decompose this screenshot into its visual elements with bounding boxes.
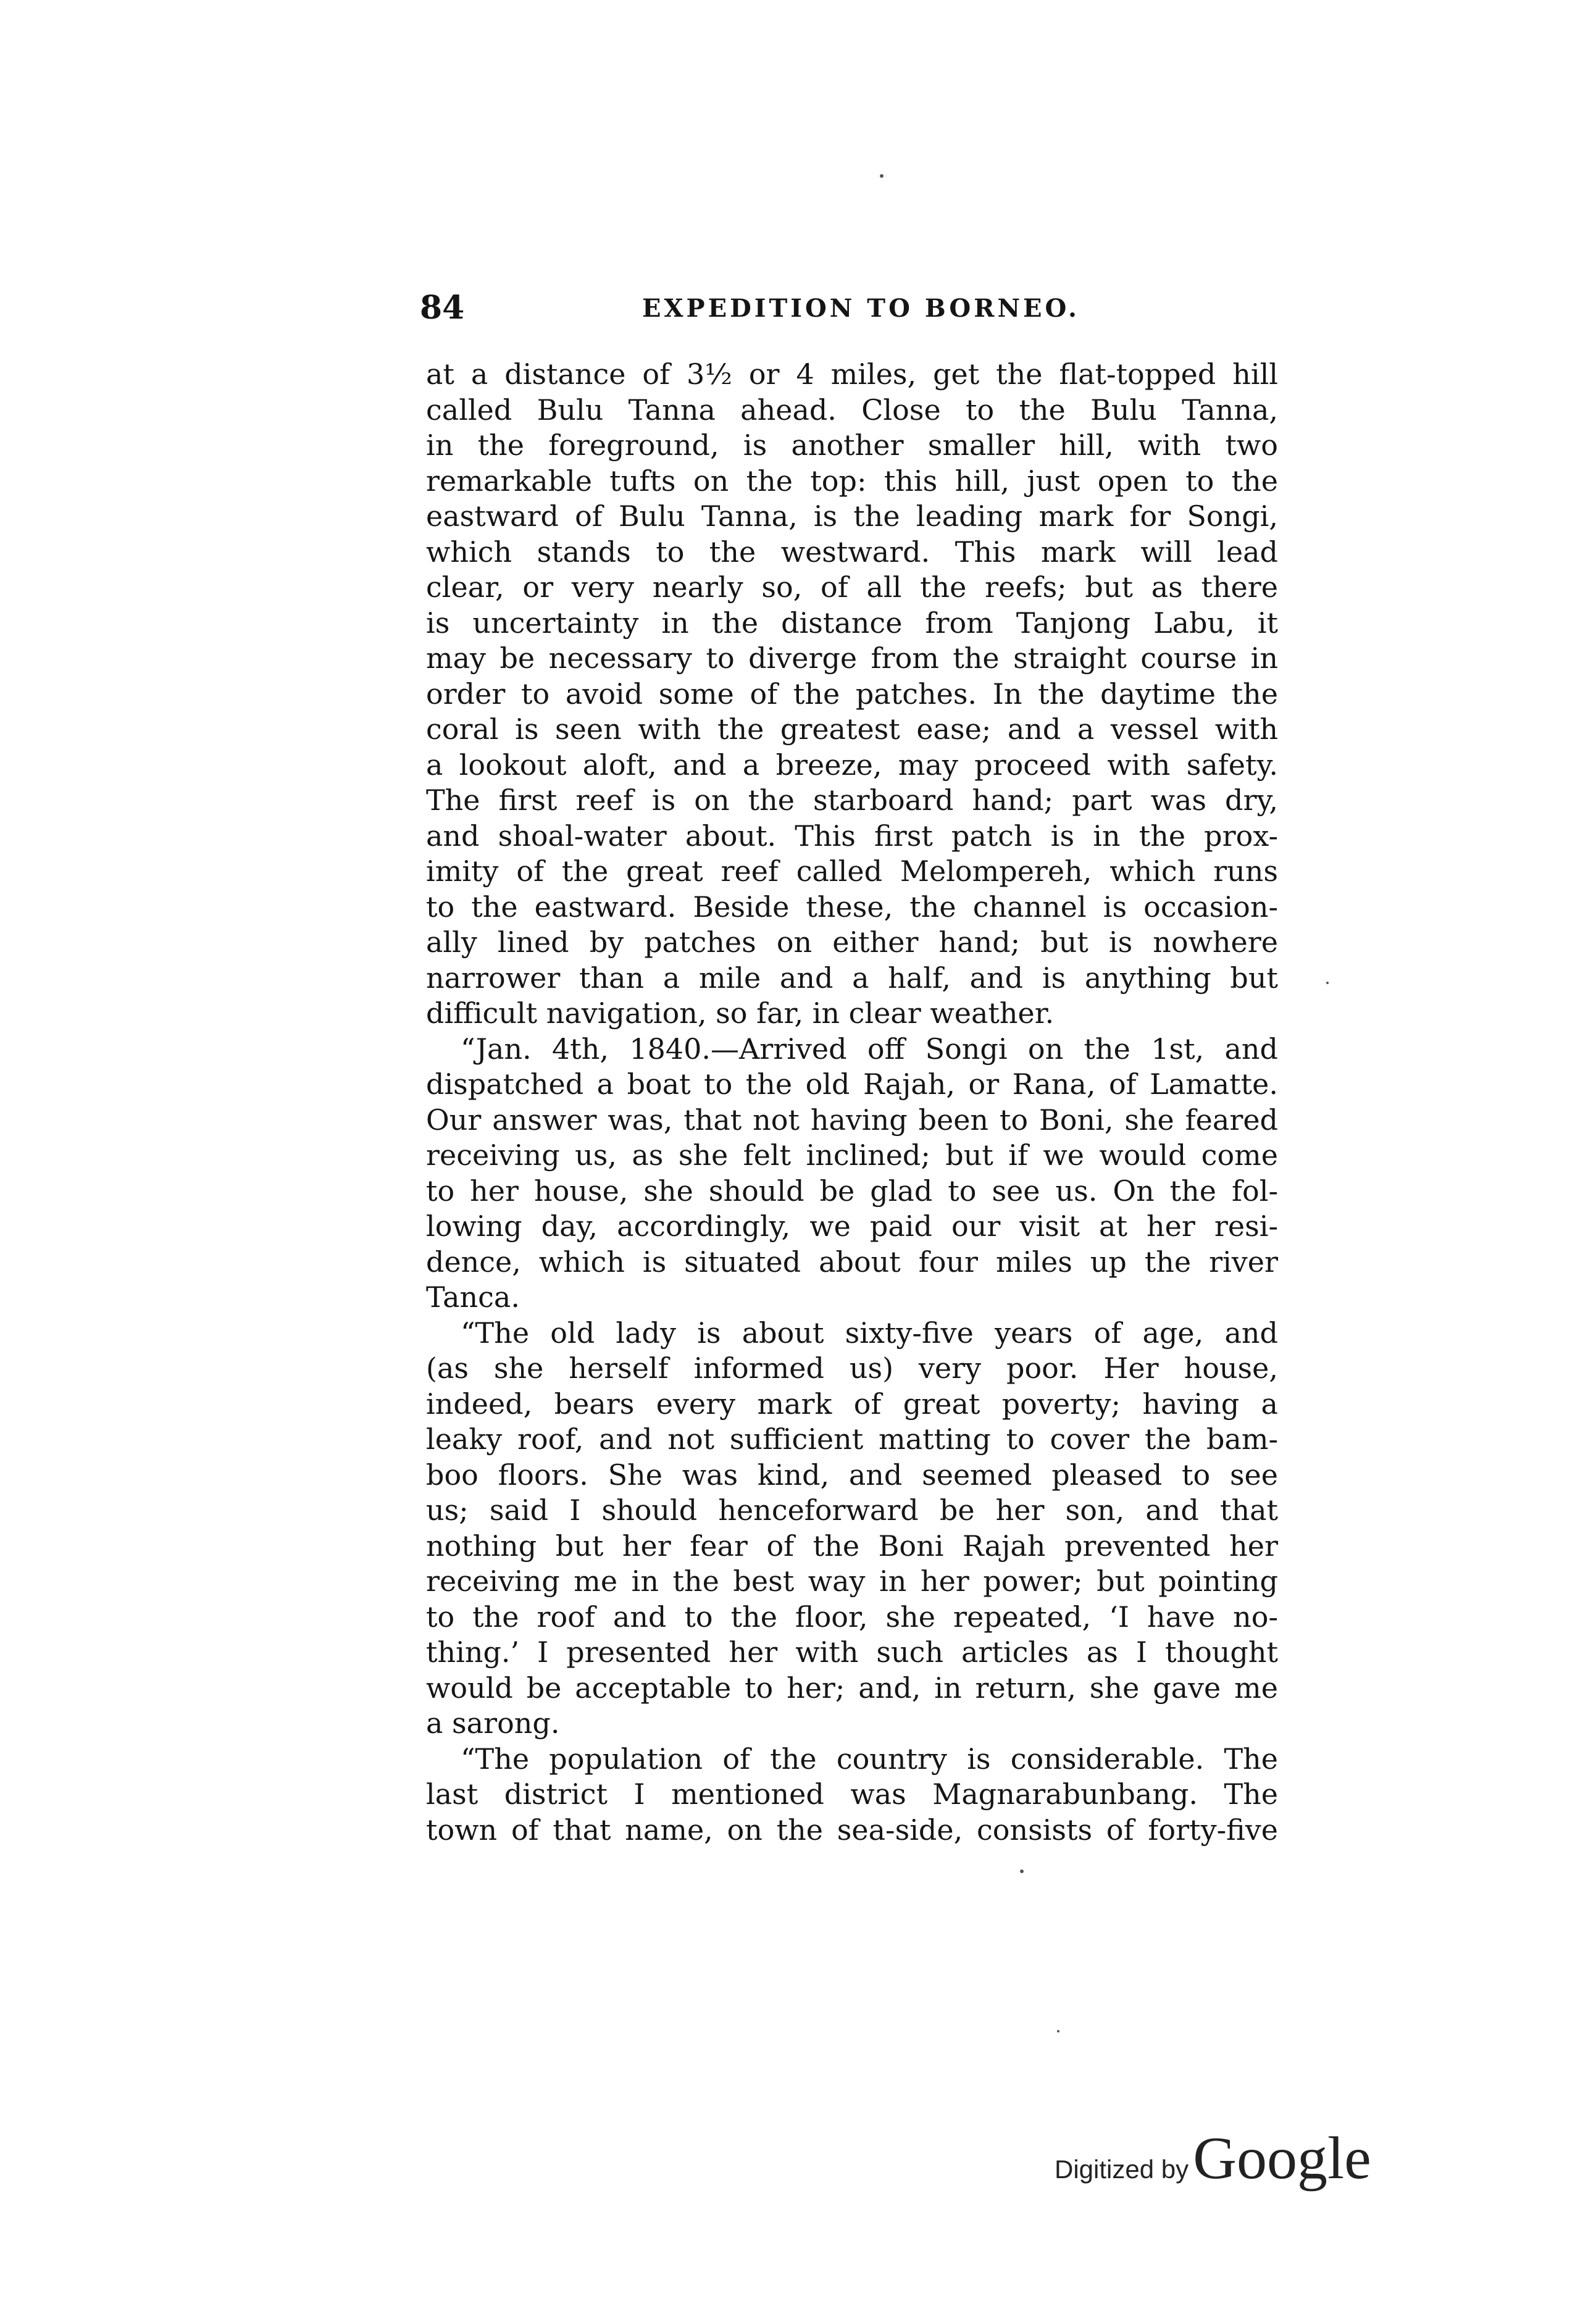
paragraph-start-line: “The population of the country is considerable. The: [461, 1742, 1278, 1776]
paragraph-end-line: a sarong.: [426, 1706, 560, 1740]
text-line: is uncertainty in the distance from Tanjong Labu, it: [426, 606, 1278, 640]
text-line: thing.’ I presented her with such articles as I thought: [426, 1635, 1278, 1669]
digitized-by-label: Digitized by: [1055, 2155, 1189, 2184]
scan-speck: [880, 174, 884, 178]
text-line: to her house, she should be glad to see us. On the fol-: [426, 1174, 1278, 1208]
text-line: nothing but her fear of the Boni Rajah prevented her: [426, 1529, 1278, 1563]
scan-speck: [1057, 2030, 1059, 2032]
text-line: last district I mentioned was Magnarabunbang. The: [426, 1777, 1278, 1811]
text-line: town of that name, on the sea-side, consists of forty-five: [426, 1813, 1278, 1847]
paragraph-start-line: “Jan. 4th, 1840.—Arrived off Songi on the 1st, and: [461, 1032, 1278, 1066]
paragraph-end-line: difficult navigation, so far, in clear weather.: [426, 996, 1055, 1030]
text-line: coral is seen with the greatest ease; and a vessel with: [426, 712, 1278, 746]
text-line: called Bulu Tanna ahead. Close to the Bulu Tanna,: [426, 393, 1278, 427]
page-header: [420, 289, 1272, 332]
text-line: a lookout aloft, and a breeze, may proceed with safety.: [426, 748, 1278, 782]
text-line: imity of the great reef called Melompereh, which runs: [426, 854, 1278, 888]
paragraph-start-line: “The old lady is about sixty-five years of age, and: [461, 1316, 1278, 1350]
text-line: boo floors. She was kind, and seemed pleased to see: [426, 1458, 1278, 1492]
text-line: which stands to the westward. This mark will lead: [426, 535, 1278, 569]
text-line: may be necessary to diverge from the straight course in: [426, 641, 1278, 675]
text-line: dispatched a boat to the old Rajah, or Rana, of Lamatte.: [426, 1067, 1278, 1101]
scan-speck: [1326, 982, 1329, 984]
text-line: to the eastward. Beside these, the channel is occasion-: [426, 890, 1278, 924]
text-line: (as she herself informed us) very poor. Her house,: [426, 1351, 1278, 1385]
text-line: lowing day, accordingly, we paid our visit at her resi-: [426, 1209, 1278, 1243]
text-line: narrower than a mile and a half, and is anything but: [426, 961, 1278, 995]
text-line: order to avoid some of the patches. In the daytime the: [426, 677, 1278, 711]
scan-speck: [1020, 1869, 1024, 1873]
text-line: would be acceptable to her; and, in return, she gave me: [426, 1671, 1278, 1705]
text-line: eastward of Bulu Tanna, is the leading mark for Songi,: [426, 499, 1278, 533]
page-number: 84: [420, 289, 465, 327]
text-line: receiving us, as she felt inclined; but if we would come: [426, 1138, 1278, 1172]
text-line: Our answer was, that not having been to Boni, she feared: [426, 1103, 1278, 1137]
text-line: to the roof and to the floor, she repeated, ‘I have no-: [426, 1600, 1278, 1634]
paragraph-end-line: Tanca.: [426, 1280, 520, 1314]
text-line: receiving me in the best way in her power; but pointing: [426, 1564, 1278, 1598]
text-line: indeed, bears every mark of great poverty; having a: [426, 1387, 1278, 1421]
text-line: leaky roof, and not sufficient matting to cover the bam-: [426, 1422, 1278, 1456]
text-line: remarkable tufts on the top: this hill, just open to the: [426, 464, 1278, 498]
text-line: dence, which is situated about four miles up the river: [426, 1245, 1278, 1279]
running-head: EXPEDITION TO BORNEO.: [642, 294, 1080, 323]
text-line: in the foreground, is another smaller hill, with two: [426, 428, 1278, 462]
google-wordmark: Google: [1193, 2125, 1371, 2192]
text-line: ally lined by patches on either hand; but is nowhere: [426, 925, 1278, 959]
text-line: at a distance of 3½ or 4 miles, get the flat-topped hill: [426, 357, 1278, 391]
text-line: us; said I should henceforward be her son, and that: [426, 1493, 1278, 1527]
digitized-by-google-watermark: [1055, 2124, 1376, 2198]
text-line: clear, or very nearly so, of all the reefs; but as there: [426, 570, 1278, 604]
text-line: The first reef is on the starboard hand; part was dry,: [426, 783, 1278, 817]
body-text: [426, 357, 1278, 1848]
text-line: and shoal-water about. This first patch is in the prox-: [426, 819, 1278, 853]
